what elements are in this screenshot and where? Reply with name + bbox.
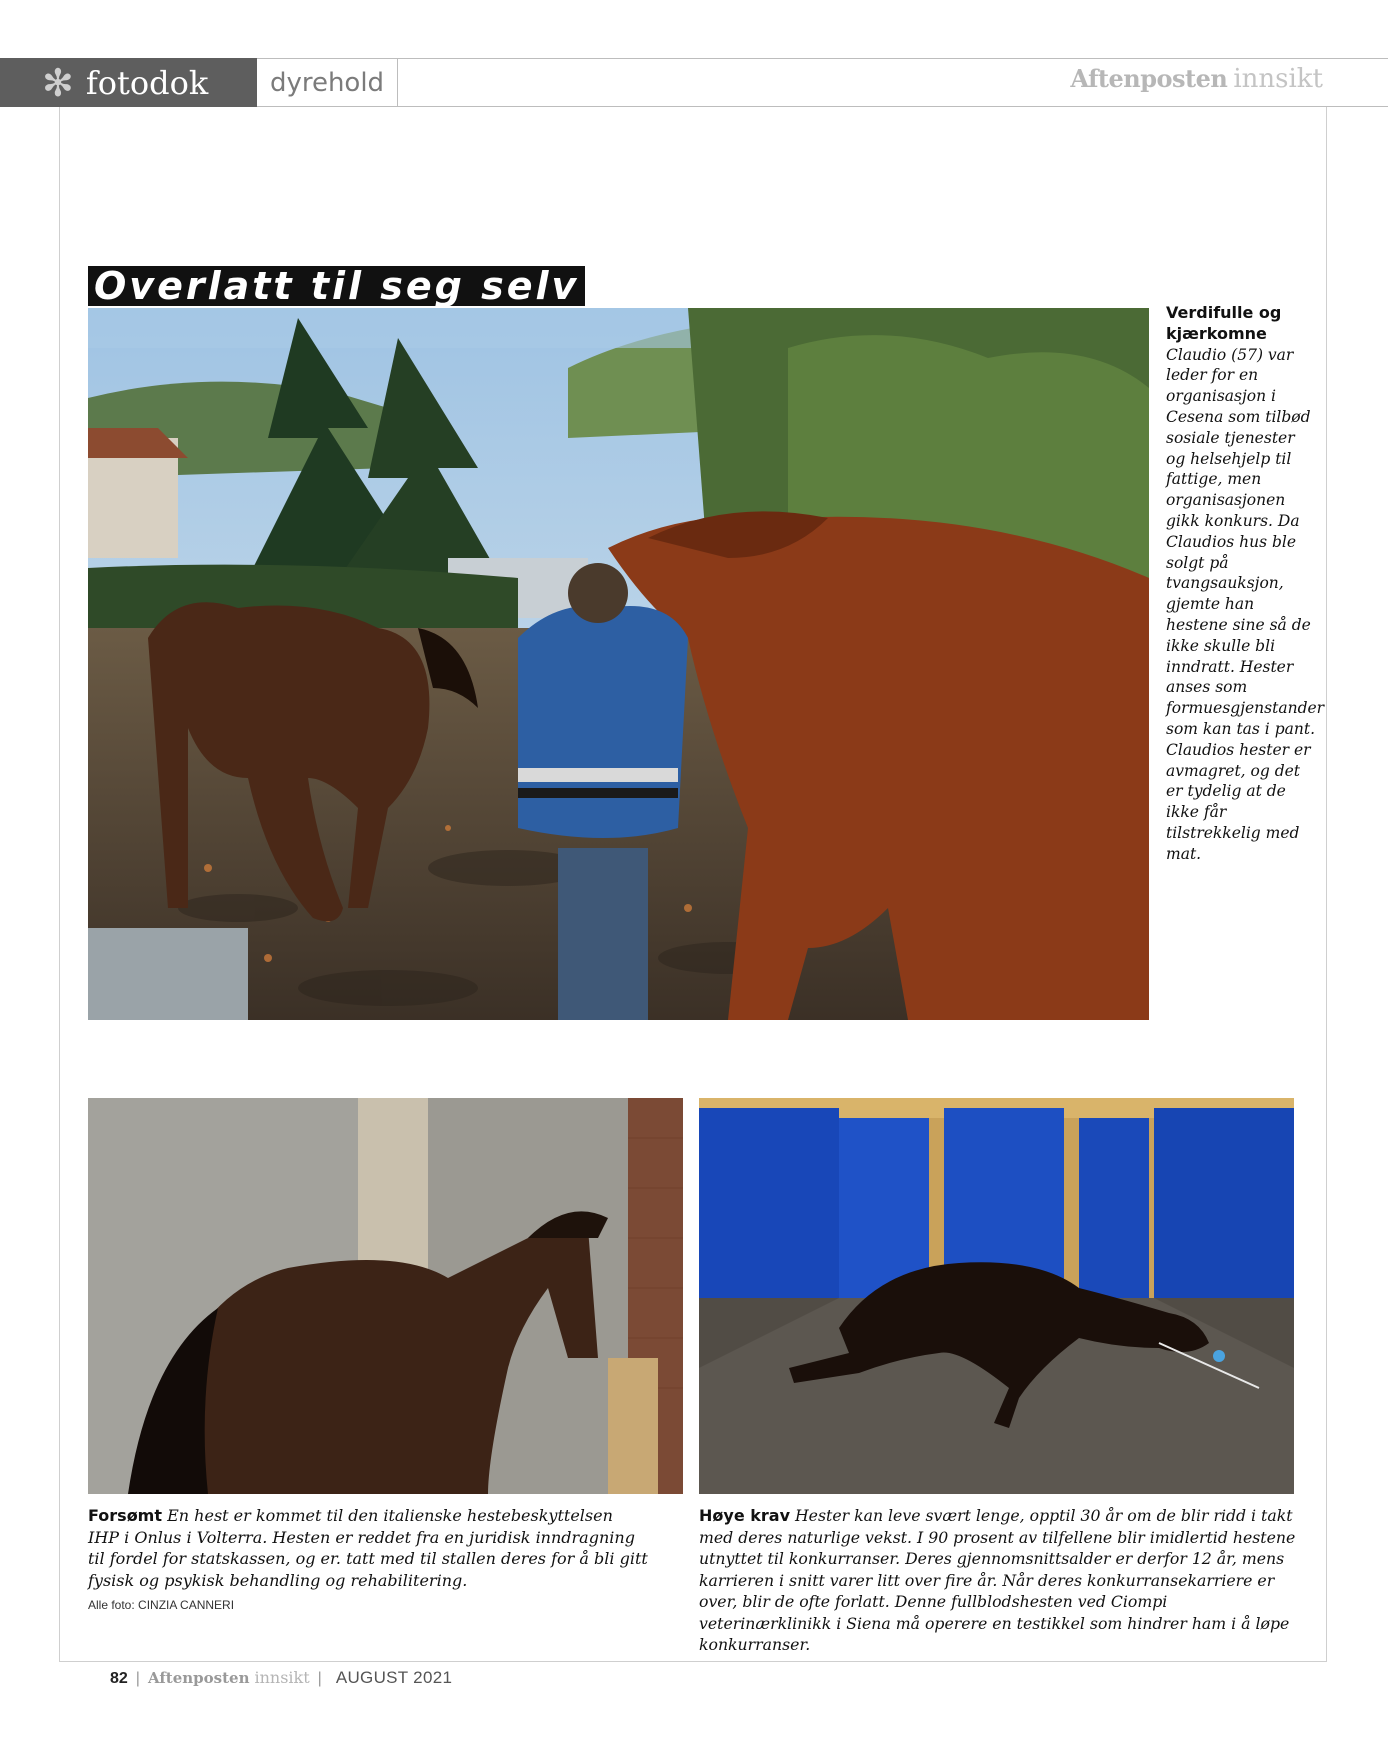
side-caption: [1166, 303, 1325, 865]
caption-neglected: [88, 1505, 648, 1591]
page-number: 82: [110, 1670, 128, 1687]
side-caption-text: Claudio (57) var leder for en organisasjon i Cesena som tilbød sosiale tjenester og helsehjelp til fattige, men organisasjonen gikk konkurs. Da Claudios hus ble solgt på tvangsauksjon, gjemte han hestene sine så de ikke skulle bli inndratt. Hester anses som formuesgjenstander som kan tas i pant. Claudios hester er avmagret, og det er tydelig at de ikke får tilstrekkelig med mat.: [1166, 345, 1325, 863]
footer-separator: |: [135, 1670, 140, 1687]
section-tab[interactable]: [0, 58, 257, 107]
footer-brand-secondary: innsikt: [254, 1668, 310, 1687]
clinic-photo: [699, 1098, 1294, 1494]
brand-primary: Aftenposten: [1070, 64, 1228, 93]
footer-brand-primary: Aftenposten: [147, 1669, 250, 1687]
caption-high-demands-text: Hester kan leve svært lenge, opptil 30 år om de blir ridd i takt med deres naturlige vekst. I 90 prosent av tilfellene blir imidlertid hestene utnyttet til konkurranser. Deres gjennomsnittsalder er derfor 12 år, mens karrieren i snitt varer litt over fire år. Når deres konkurransekarriere er over, blir de ofte forlatt. Denne fullblodshesten ved Ciompi veterinærklinikk i Siena må operere en testikkel som hindrer ham i å løpe konkurranser.: [699, 1506, 1296, 1654]
section-name: fotodok: [85, 63, 209, 102]
side-caption-title: Verdifulle og kjærkomne: [1166, 303, 1282, 343]
asterisk-icon: ✻: [42, 60, 74, 105]
caption-neglected-lead: Forsømt: [88, 1506, 162, 1525]
caption-high-demands: [699, 1505, 1297, 1656]
main-photo: [88, 308, 1149, 1020]
brand-logo: [1070, 64, 1323, 100]
issue-date: AUGUST 2021: [335, 1668, 453, 1687]
caption-high-demands-lead: Høye krav: [699, 1506, 790, 1525]
subsection-label[interactable]: dyrehold: [257, 58, 398, 107]
brand-secondary: innsikt: [1233, 64, 1323, 94]
caption-neglected-text: En hest er kommet til den italienske hestebeskyttelsen IHP i Onlus i Volterra. Hesten er reddet fra en juridisk inndragning til fordel for statskassen, og er. tatt med til stallen deres for å bli gitt fysisk og psykisk behandling og rehabilitering.: [88, 1506, 648, 1590]
headline: Overlatt til seg selv: [88, 266, 585, 306]
footer-separator-2: |: [317, 1670, 322, 1687]
stall-photo: [88, 1098, 683, 1494]
footer: [110, 1668, 452, 1692]
photo-credit: Alle foto: CINZIA CANNERI: [88, 1598, 235, 1612]
